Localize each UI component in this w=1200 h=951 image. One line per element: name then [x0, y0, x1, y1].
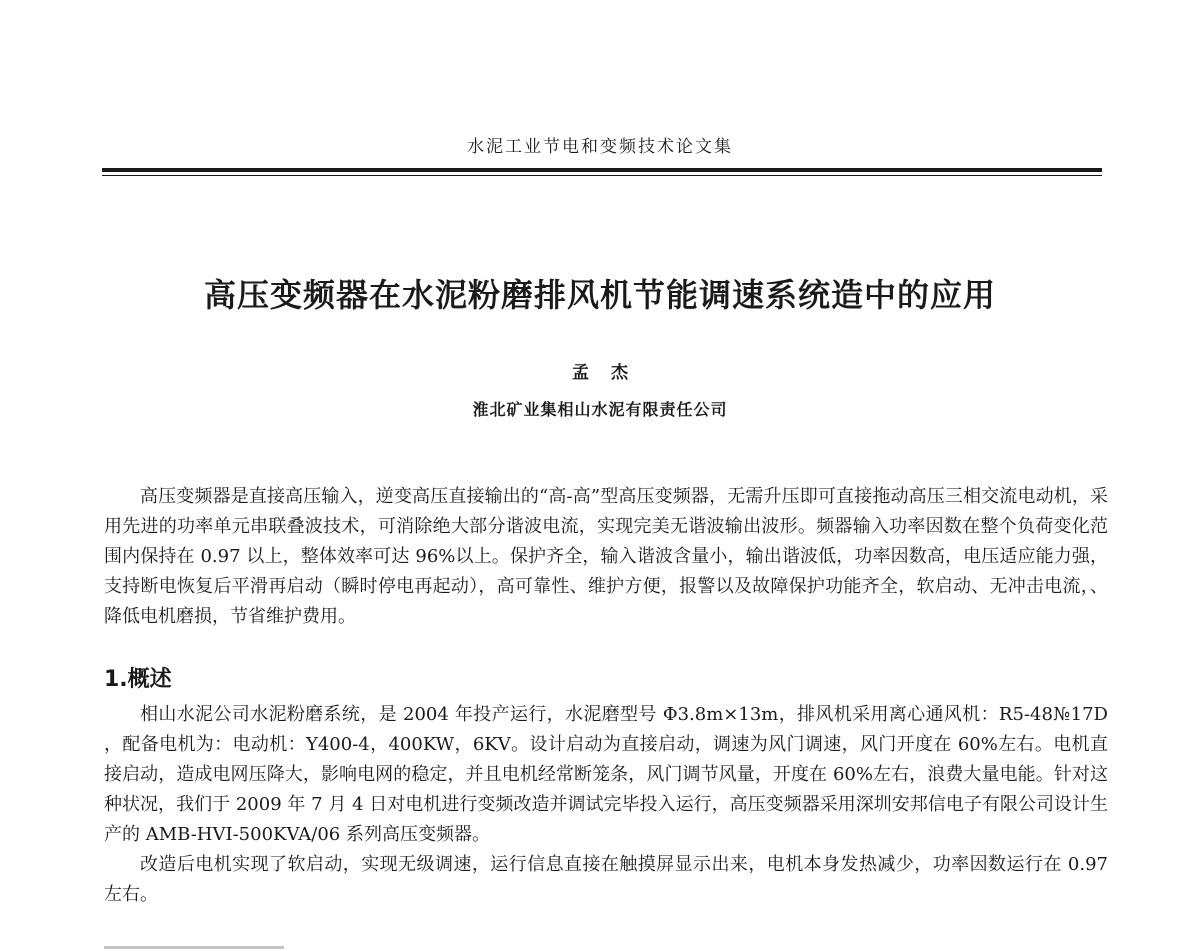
- body-paragraph-1: 相山水泥公司水泥粉磨系统，是 2004 年投产运行，水泥磨型号 Φ3.8m×13m，排风机采用离心通风机：R5-48№17D ，配备电机为：电动机：Y400-4，400KW，6KV。设计启动为直接启动，调速为风门调速，风门开度在 60%左右。电机直接启动，造成电网压降大，影响电网的稳定，并且电机经常断笼条，风门调节风量，开度在 60%左右，浪费大量电能。针对这种状况，我们于 2009 年 7 月 4 日对电机进行变频改造并调试完毕投入运行，高压变频器采用深圳安邦信电子有限公司设计生产的 AMB-HVI-500KVA/06 系列高压变频器。: [104, 704, 1108, 845]
- author-name: 孟杰: [572, 363, 650, 383]
- section-heading: 1.概述: [104, 667, 172, 692]
- paper-title: 高压变频器在水泥粉磨排风机节能调速系统造中的应用: [203, 276, 996, 314]
- header-rule-thick: [102, 168, 1102, 172]
- running-header: 水泥工业节电和变频技术论文集: [467, 137, 733, 157]
- header-rule-thin: [102, 175, 1102, 176]
- body-paragraph-2: 改造后电机实现了软启动，实现无级调速，运行信息直接在触摸屏显示出来，电机本身发热减少，功率因数运行在 0.97 左右。: [104, 854, 1108, 905]
- truncated-next-line: [104, 940, 284, 951]
- abstract-paragraph: 高压变频器是直接高压输入，逆变高压直接输出的“高-高”型高压变频器，无需升压即可直接拖动高压三相交流电动机，采用先进的功率单元串联叠波技术，可消除绝大部分谐波电流，实现完美无谐波输出波形。频器输入功率因数在整个负荷变化范围内保持在 0.97 以上，整体效率可达 96%以上。保护齐全，输入谐波含量小，输出谐波低，功率因数高，电压适应能力强，支持断电恢复后平滑再启动（瞬时停电再起动），高可靠性、维护方便，报警以及故障保护功能齐全，软启动、无冲击电流，、降低电机磨损，节省维护费用。: [104, 486, 1108, 627]
- author-affiliation: 淮北矿业集相山水泥有限责任公司: [472, 400, 728, 419]
